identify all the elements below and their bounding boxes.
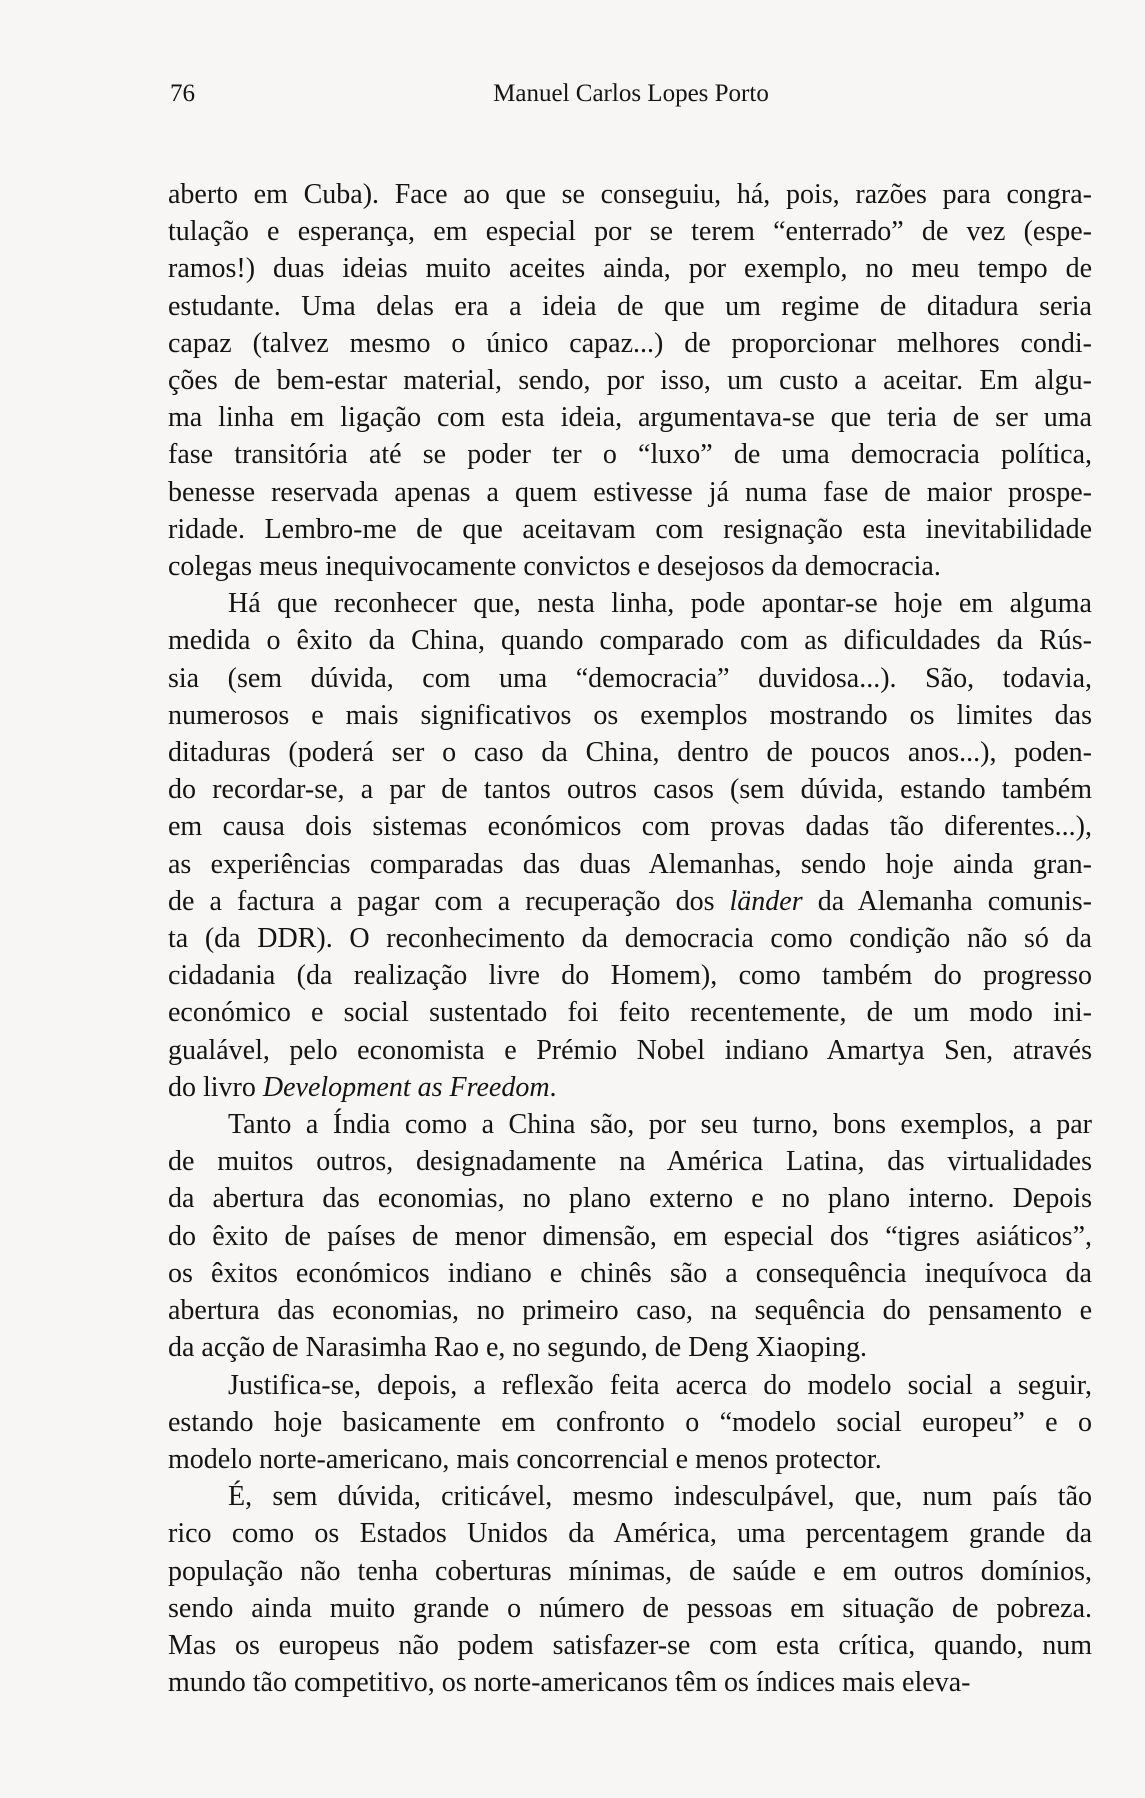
text-run: os êxitos económicos indiano e chinês são a consequência inequívoca da [168,1257,1092,1289]
text-run: . [549,1071,557,1103]
text-line [168,1292,1092,1329]
text-run: ma linha em ligação com esta ideia, argumentava-se que teria de ser uma [168,402,1092,434]
text-run: da acção de Narasimha Rao e, no segundo, de Deng Xiaoping. [168,1332,867,1364]
text-line [168,1329,1092,1366]
paragraph [168,176,1092,585]
text-line [168,436,1092,473]
text-run: do êxito de países de menor dimensão, em especial dos “tigres asiáticos”, [168,1220,1092,1252]
text-line [168,213,1092,250]
running-head-author: Manuel Carlos Lopes Porto [493,80,769,107]
text-line [168,1069,1092,1106]
text-run: ramos!) duas ideias muito aceites ainda, por exemplo, no meu tempo de [168,253,1092,285]
text-line [168,1441,1092,1478]
text-run: Tanto a Índia como a China são, por seu turno, bons exemplos, a par [228,1109,1092,1141]
text-run: numerosos e mais significativos os exemplos mostrando os limites das [168,699,1092,731]
text-run: É, sem dúvida, criticável, mesmo indesculpável, que, num país tão [228,1481,1092,1513]
text-run: do recordar-se, a par de tantos outros casos (sem dúvida, estando também [168,774,1092,806]
text-run: ções de bem-estar material, sendo, por isso, um custo a aceitar. Em algu- [168,365,1092,397]
text-line [168,957,1092,994]
text-run: tulação e esperança, em especial por se terem “enterrado” de vez (espe- [168,216,1092,248]
text-line [168,1106,1092,1143]
text-line [168,585,1092,622]
text-line [168,362,1092,399]
text-run: mundo tão competitivo, os norte-americanos têm os índices mais eleva- [168,1667,971,1699]
italic-text: länder [729,885,803,917]
page-header [170,80,1092,116]
text-line [168,1627,1092,1664]
text-line [168,1590,1092,1627]
text-run: colegas meus inequivocamente convictos e desejosos da democracia. [168,551,941,583]
text-run: benesse reservada apenas a quem estivesse já numa fase de maior prospe- [168,476,1092,508]
text-line [168,511,1092,548]
text-run: Há que reconhecer que, nesta linha, pode apontar-se hoje em alguma [228,588,1092,620]
text-line [168,325,1092,362]
text-line [168,994,1092,1031]
text-line [168,622,1092,659]
italic-text: Development as Freedom [262,1071,550,1103]
text-run: sia (sem dúvida, com uma “democracia” duvidosa...). São, todavia, [168,662,1092,694]
text-line [168,697,1092,734]
text-line [168,1032,1092,1069]
text-line [168,734,1092,771]
text-run: económico e social sustentado foi feito recentemente, de um modo ini- [168,997,1092,1029]
text-run: medida o êxito da China, quando comparado com as dificuldades da Rús- [168,625,1092,657]
text-run: capaz (talvez mesmo o único capaz...) de proporcionar melhores condi- [168,327,1092,359]
text-run: da abertura das economias, no plano externo e no plano interno. Depois [168,1183,1092,1215]
page-number: 76 [170,80,195,107]
text-line [168,920,1092,957]
text-run: Justifica-se, depois, a reflexão feita acerca do modelo social a seguir, [228,1369,1092,1401]
text-run: modelo norte-americano, mais concorrencial e menos protector. [168,1443,882,1475]
text-run: sendo ainda muito grande o número de pessoas em situação de pobreza. [168,1592,1092,1624]
text-run: de muitos outros, designadamente na América Latina, das virtualidades [168,1146,1092,1178]
text-run: estudante. Uma delas era a ideia de que um regime de ditadura seria [168,290,1092,322]
text-line [168,250,1092,287]
text-line [168,660,1092,697]
text-run: estando hoje basicamente em confronto o “modelo social europeu” e o [168,1406,1092,1438]
paragraph [168,1367,1092,1479]
paragraph [168,585,1092,1106]
text-run: ridade. Lembro-me de que aceitavam com resignação esta inevitabilidade [168,513,1092,545]
text-line [168,474,1092,511]
text-line [168,1143,1092,1180]
text-run: aberto em Cuba). Face ao que se conseguiu, há, pois, razões para congra- [168,179,1092,210]
text-run: abertura das economias, no primeiro caso, na sequência do pensamento e [168,1295,1092,1327]
text-line [168,808,1092,845]
text-run: fase transitória até se poder ter o “luxo” de uma democracia política, [168,439,1092,471]
text-line [168,176,1092,213]
text-line [168,1664,1092,1701]
text-run: cidadania (da realização livre do Homem), como também do progresso [168,960,1092,992]
text-run: as experiências comparadas das duas Alemanhas, sendo hoje ainda gran- [168,848,1092,880]
text-line [168,1478,1092,1515]
text-line [168,1553,1092,1590]
text-line [168,883,1092,920]
text-line [168,548,1092,585]
text-line [168,1515,1092,1552]
text-run: da Alemanha comunis- [802,885,1092,917]
text-line [168,1367,1092,1404]
body-text [168,176,1092,1701]
text-run: gualável, pelo economista e Prémio Nobel indiano Amartya Sen, através [168,1034,1092,1066]
text-line [168,399,1092,436]
text-run: ta (da DDR). O reconhecimento da democracia como condição não só da [168,923,1092,955]
paragraph [168,1106,1092,1366]
text-line [168,1404,1092,1441]
text-line [168,771,1092,808]
text-line [168,1218,1092,1255]
text-line [168,288,1092,325]
text-run: população não tenha coberturas mínimas, de saúde e em outros domínios, [168,1555,1092,1587]
text-run: rico como os Estados Unidos da América, uma percentagem grande da [168,1518,1092,1550]
text-run: do livro [168,1071,263,1103]
paragraph [168,1478,1092,1701]
text-line [168,1255,1092,1292]
text-run: Mas os europeus não podem satisfazer-se com esta crítica, quando, num [168,1629,1092,1661]
text-line [168,846,1092,883]
text-run: de a factura a pagar com a recuperação dos [168,885,730,917]
text-run: ditaduras (poderá ser o caso da China, dentro de poucos anos...), poden- [168,737,1092,769]
text-run: em causa dois sistemas económicos com provas dadas tão diferentes...), [168,811,1092,843]
text-line [168,1180,1092,1217]
